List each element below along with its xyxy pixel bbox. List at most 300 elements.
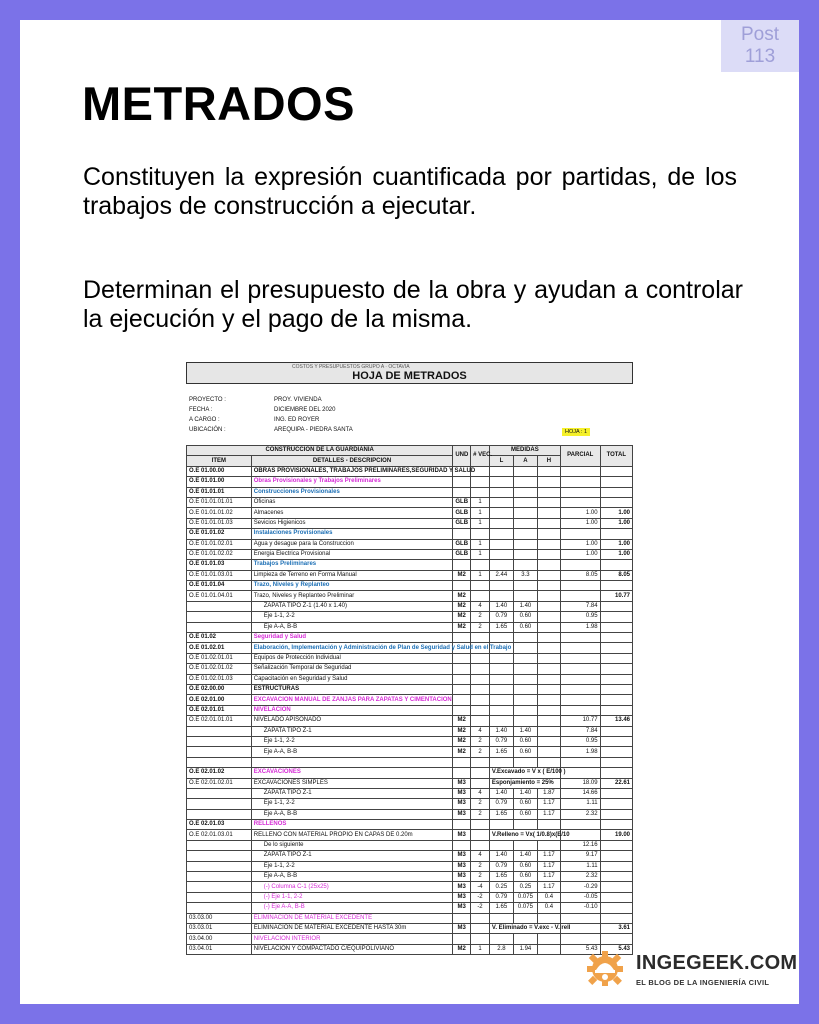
cell-total: [600, 612, 632, 622]
cell-description: Eje 1-1, 2-2: [251, 612, 453, 622]
cell-l: [489, 820, 513, 830]
cell-total: [600, 684, 632, 694]
table-row: [187, 674, 633, 684]
cell-a: [513, 705, 537, 715]
cell-und: [453, 581, 471, 591]
cell-item: O.E 01.02.01.03: [187, 674, 252, 684]
cell-h: [537, 581, 560, 591]
cell-a: 0.60: [513, 861, 537, 871]
cell-description: NIVELACION Y COMPACTADO C/EQUIPOLIVIANO: [251, 944, 453, 954]
cell-description: Construcciones Provisionales: [251, 487, 453, 497]
info-key: PROYECTO :: [189, 397, 226, 403]
cell-l: [489, 508, 513, 518]
cell-und: M3: [453, 882, 471, 892]
cell-description: ZAPATA TIPO Z-1 (1.40 x 1.40): [251, 601, 453, 611]
cell-l: 0.79: [489, 892, 513, 902]
cell-parcial: 1.00: [560, 518, 600, 528]
cell-l: [489, 591, 513, 601]
table-row: [187, 726, 633, 736]
cell-und: [453, 487, 471, 497]
cell-total: [600, 788, 632, 798]
cell-description: ELIMINACION DE MATERIAL EXCEDENTE: [251, 913, 453, 923]
cell-item: O.E 01.02.01.02: [187, 664, 252, 674]
cell-formula: V. Eliminado = V.exc - V. rell: [489, 923, 560, 933]
cell-h: [537, 508, 560, 518]
cell-l: [489, 487, 513, 497]
cell-parcial: -0.29: [560, 882, 600, 892]
cell-parcial: 2.32: [560, 872, 600, 882]
cell-description: Eje 1-1, 2-2: [251, 736, 453, 746]
cell-total: [600, 633, 632, 643]
cell-total: [600, 768, 632, 778]
cell-und: [453, 840, 471, 850]
cell-total: [600, 799, 632, 809]
table-row: [187, 830, 633, 840]
cell-description: NIVELADO APISONADO: [251, 716, 453, 726]
cell-total: [600, 487, 632, 497]
table-row: [187, 840, 633, 850]
cell-total: [600, 820, 632, 830]
cell-a: [513, 757, 537, 767]
cell-nvec: 2: [471, 747, 490, 757]
cell-a: 0.075: [513, 903, 537, 913]
cell-l: [489, 560, 513, 570]
cell-l: 2.8: [489, 944, 513, 954]
cell-description: NIVELACION INTERIOR: [251, 934, 453, 944]
cell-item: O.E 01.01.03.01: [187, 570, 252, 580]
cell-item: O.E 01.01.01.02: [187, 508, 252, 518]
cell-parcial: 1.00: [560, 539, 600, 549]
cell-und: M3: [453, 778, 471, 788]
cell-a: [513, 913, 537, 923]
post-number: 113: [744, 46, 776, 67]
table-row: [187, 882, 633, 892]
cell-l: [489, 539, 513, 549]
cell-a: 1.94: [513, 944, 537, 954]
cell-item: [187, 612, 252, 622]
cell-a: [513, 549, 537, 559]
table-row: [187, 601, 633, 611]
cell-nvec: 1: [471, 549, 490, 559]
cell-und: M3: [453, 872, 471, 882]
cell-description: Limpieza de Terreno en Forma Manual: [251, 570, 453, 580]
info-key: FECHA :: [189, 407, 213, 413]
cell-total: [600, 674, 632, 684]
cell-l: [489, 684, 513, 694]
cell-description: Seguridad y Salud: [251, 633, 453, 643]
cell-item: [187, 622, 252, 632]
cell-description: Equipos de Protección Individual: [251, 653, 453, 663]
table-row: [187, 570, 633, 580]
info-value: AREQUIPA - PIEDRA SANTA: [274, 427, 353, 433]
cell-a: [513, 487, 537, 497]
cell-l: [489, 705, 513, 715]
cell-parcial: 2.32: [560, 809, 600, 819]
cell-description: Trazo, Niveles y Replanteo Preliminar: [251, 591, 453, 601]
cell-a: 0.60: [513, 872, 537, 882]
cell-und: M3: [453, 903, 471, 913]
table-row: [187, 934, 633, 944]
cell-item: 03.03.01: [187, 923, 252, 933]
cell-nvec: [471, 529, 490, 539]
cell-nvec: [471, 695, 490, 705]
cell-nvec: 4: [471, 726, 490, 736]
cell-parcial: [560, 497, 600, 507]
cell-h: 1.17: [537, 799, 560, 809]
table-header-row: [187, 446, 633, 456]
cell-nvec: [471, 934, 490, 944]
cell-h: [537, 934, 560, 944]
cell-a: [513, 591, 537, 601]
col-h: H: [537, 456, 560, 466]
cell-und: M2: [453, 944, 471, 954]
cell-total: [600, 695, 632, 705]
cell-nvec: 1: [471, 497, 490, 507]
cell-a: [513, 820, 537, 830]
col-total: TOTAL: [600, 446, 632, 467]
cell-h: [537, 944, 560, 954]
cell-l: [489, 934, 513, 944]
cell-a: 0.075: [513, 892, 537, 902]
cell-und: [453, 653, 471, 663]
cell-und: M3: [453, 861, 471, 871]
cell-description: Eje A-A, B-B: [251, 747, 453, 757]
project-info-line: [189, 407, 335, 413]
cell-item: O.E 01.01.02.02: [187, 549, 252, 559]
cell-parcial: [560, 664, 600, 674]
table-row: [187, 799, 633, 809]
cell-description: Trabajos Preliminares: [251, 560, 453, 570]
cell-l: 1.65: [489, 809, 513, 819]
cell-a: 0.60: [513, 809, 537, 819]
cell-parcial: 1.11: [560, 799, 600, 809]
sheet-subtitle: COSTOS Y PRESUPUESTOS GRUPO A · OCTAVIA: [292, 364, 410, 370]
table-row: [187, 705, 633, 715]
cell-item: [187, 840, 252, 850]
cell-total: [600, 882, 632, 892]
cell-und: M2: [453, 726, 471, 736]
cell-total: [600, 622, 632, 632]
cell-nvec: 2: [471, 861, 490, 871]
table-row: [187, 653, 633, 663]
cell-und: [453, 684, 471, 694]
cell-nvec: [471, 674, 490, 684]
sheet-number-highlight: HOJA : 1: [562, 428, 590, 436]
cell-h: [537, 643, 560, 653]
cell-item: O.E 01.01.04.01: [187, 591, 252, 601]
cell-und: M3: [453, 851, 471, 861]
cell-item: O.E 02.01.02: [187, 768, 252, 778]
cell-nvec: [471, 684, 490, 694]
cell-und: [453, 768, 471, 778]
cell-description: RELLENO CON MATERIAL PROPIO EN CAPAS DE 0.20m: [251, 830, 453, 840]
table-row: [187, 861, 633, 871]
cell-description: (-) Eje 1-1, 2-2: [251, 892, 453, 902]
cell-formula: V.Relleno = Vx( 1/0.8)x(E/10: [489, 830, 560, 840]
cell-total: [600, 872, 632, 882]
cell-total: [600, 861, 632, 871]
info-key: A CARGO :: [189, 417, 220, 423]
cell-h: [537, 913, 560, 923]
cell-a: [513, 581, 537, 591]
cell-nvec: 4: [471, 788, 490, 798]
cell-h: 1.17: [537, 882, 560, 892]
table-row: [187, 684, 633, 694]
cell-total: 1.00: [600, 539, 632, 549]
col-detalles: DETALLES - DESCRIPCION: [251, 456, 453, 466]
cell-total: [600, 529, 632, 539]
cell-a: 0.60: [513, 736, 537, 746]
cell-nvec: 1: [471, 508, 490, 518]
cell-parcial: 0.95: [560, 612, 600, 622]
table-row: [187, 581, 633, 591]
post-number-badge: [721, 20, 799, 72]
brand-tagline: EL BLOG DE LA INGENIERÍA CIVIL: [636, 978, 770, 987]
cell-h: [537, 705, 560, 715]
info-value: DICIEMBRE DEL 2020: [274, 407, 336, 413]
cell-nvec: 2: [471, 622, 490, 632]
cell-description: ESTRUCTURAS: [251, 684, 453, 694]
cell-parcial: [560, 633, 600, 643]
cell-a: [513, 674, 537, 684]
cell-item: [187, 861, 252, 871]
cell-description: Energia Electrica Provisional: [251, 549, 453, 559]
cell-und: [453, 674, 471, 684]
cell-description: Sevicios Higienicos: [251, 518, 453, 528]
cell-h: [537, 684, 560, 694]
cell-parcial: [560, 695, 600, 705]
cell-nvec: [471, 705, 490, 715]
cell-und: M2: [453, 736, 471, 746]
cell-h: 1.17: [537, 809, 560, 819]
cell-total: [600, 747, 632, 757]
cell-a: 0.60: [513, 747, 537, 757]
cell-item: O.E 02.01.01: [187, 705, 252, 715]
cell-und: GLB: [453, 497, 471, 507]
cell-description: OBRAS PROVISIONALES, TRABAJOS PRELIMINARES,SEGURIDAD Y SALUD: [251, 466, 453, 476]
cell-l: 1.40: [489, 726, 513, 736]
sheet-header: [186, 362, 633, 384]
cell-nvec: 2: [471, 736, 490, 746]
cell-h: [537, 466, 560, 476]
cell-description: De lo siguiente: [251, 840, 453, 850]
table-row: [187, 736, 633, 746]
cell-item: O.E 02.01.00: [187, 695, 252, 705]
cell-a: 3.3: [513, 570, 537, 580]
table-row: [187, 487, 633, 497]
cell-total: 1.00: [600, 518, 632, 528]
cell-description: ZAPATA TIPO Z-1: [251, 851, 453, 861]
cell-nvec: 2: [471, 872, 490, 882]
cell-parcial: 1.00: [560, 508, 600, 518]
cell-h: 1.87: [537, 788, 560, 798]
gear-helmet-icon: [584, 946, 626, 988]
cell-h: 0.4: [537, 903, 560, 913]
cell-description: ZAPATA TIPO Z-1: [251, 788, 453, 798]
cell-item: O.E 02.00.00: [187, 684, 252, 694]
cell-parcial: -0.05: [560, 892, 600, 902]
cell-item: O.E 01.01.01.01: [187, 497, 252, 507]
table-row: [187, 497, 633, 507]
cell-und: M3: [453, 809, 471, 819]
cell-und: M2: [453, 622, 471, 632]
col-und: UND: [453, 446, 471, 467]
cell-a: [513, 653, 537, 663]
table-row: [187, 820, 633, 830]
cell-parcial: 1.98: [560, 747, 600, 757]
cell-a: [513, 477, 537, 487]
table-row: [187, 477, 633, 487]
cell-a: [513, 539, 537, 549]
cell-item: [187, 809, 252, 819]
cell-description: Eje 1-1, 2-2: [251, 861, 453, 871]
cell-h: [537, 477, 560, 487]
cell-und: M2: [453, 716, 471, 726]
cell-total: [600, 809, 632, 819]
metrados-table: [186, 445, 633, 955]
cell-item: [187, 882, 252, 892]
cell-description: Trazo, Niveles y Replanteo: [251, 581, 453, 591]
table-row: [187, 851, 633, 861]
cell-nvec: 4: [471, 851, 490, 861]
cell-total: 3.61: [600, 923, 632, 933]
brand-name: INGEGEEK.COM: [636, 952, 798, 974]
cell-h: [537, 726, 560, 736]
cell-parcial: [560, 653, 600, 663]
cell-parcial: [560, 934, 600, 944]
cell-h: [537, 757, 560, 767]
cell-total: 8.05: [600, 570, 632, 580]
cell-description: Eje A-A, B-B: [251, 622, 453, 632]
cell-a: 1.40: [513, 601, 537, 611]
cell-parcial: [560, 705, 600, 715]
cell-total: [600, 892, 632, 902]
table-row: [187, 622, 633, 632]
cell-a: 1.40: [513, 788, 537, 798]
cell-l: 1.65: [489, 872, 513, 882]
table-row: [187, 892, 633, 902]
cell-description: RELLENOS: [251, 820, 453, 830]
cell-description: Agua y desague para la Construccion: [251, 539, 453, 549]
cell-h: [537, 820, 560, 830]
cell-h: [537, 653, 560, 663]
cell-parcial: [560, 591, 600, 601]
cell-total: [600, 851, 632, 861]
cell-h: [537, 539, 560, 549]
cell-h: 0.4: [537, 892, 560, 902]
cell-item: O.E 01.01.04: [187, 581, 252, 591]
cell-nvec: [471, 768, 490, 778]
cell-a: [513, 497, 537, 507]
cell-nvec: 2: [471, 809, 490, 819]
cell-item: O.E 01.00.00: [187, 466, 252, 476]
cell-description: Eje A-A, B-B: [251, 809, 453, 819]
cell-total: 5.43: [600, 944, 632, 954]
cell-h: 1.17: [537, 861, 560, 871]
cell-und: [453, 757, 471, 767]
cell-item: [187, 851, 252, 861]
cell-h: [537, 622, 560, 632]
cell-total: 1.00: [600, 508, 632, 518]
cell-a: [513, 518, 537, 528]
table-row: [187, 913, 633, 923]
cell-nvec: [471, 840, 490, 850]
cell-a: [513, 695, 537, 705]
project-info-line: [189, 417, 319, 423]
cell-a: [513, 840, 537, 850]
cell-description: Oficinas: [251, 497, 453, 507]
sheet-title: HOJA DE METRADOS: [352, 370, 467, 382]
table-row: [187, 778, 633, 788]
cell-parcial: [560, 674, 600, 684]
cell-total: [600, 653, 632, 663]
cell-total: [600, 466, 632, 476]
cell-total: [600, 840, 632, 850]
cell-und: GLB: [453, 518, 471, 528]
table-row: [187, 633, 633, 643]
post-label: Post: [740, 24, 780, 45]
cell-h: [537, 736, 560, 746]
cell-nvec: [471, 778, 490, 788]
cell-parcial: 14.66: [560, 788, 600, 798]
cell-h: [537, 487, 560, 497]
cell-nvec: -4: [471, 882, 490, 892]
col-parcial: PARCIAL: [560, 446, 600, 467]
cell-l: 0.25: [489, 882, 513, 892]
cell-nvec: [471, 716, 490, 726]
cell-nvec: [471, 591, 490, 601]
cell-item: O.E 02.01.03: [187, 820, 252, 830]
cell-und: [453, 820, 471, 830]
cell-item: O.E 01.01.02.01: [187, 539, 252, 549]
cell-item: 03.03.00: [187, 913, 252, 923]
cell-parcial: 9.17: [560, 851, 600, 861]
cell-nvec: 4: [471, 601, 490, 611]
cell-description: Almacenes: [251, 508, 453, 518]
table-row: [187, 903, 633, 913]
cell-total: [600, 497, 632, 507]
cell-nvec: [471, 633, 490, 643]
cell-und: M3: [453, 830, 471, 840]
cell-item: O.E 02.01.01.01: [187, 716, 252, 726]
cell-nvec: 2: [471, 799, 490, 809]
project-info-line: [189, 427, 353, 433]
col-l: L: [489, 456, 513, 466]
cell-h: [537, 612, 560, 622]
col-a: A: [513, 456, 537, 466]
cell-und: M3: [453, 788, 471, 798]
cell-total: [600, 726, 632, 736]
cell-parcial: [560, 913, 600, 923]
cell-item: O.E 01.02: [187, 633, 252, 643]
cell-a: [513, 508, 537, 518]
cell-l: 1.40: [489, 601, 513, 611]
metrados-sheet-image: [186, 362, 633, 968]
cell-und: [453, 477, 471, 487]
group-heading: CONSTRUCCION DE LA GUARDIANIA: [187, 446, 453, 456]
table-row: [187, 716, 633, 726]
cell-und: M2: [453, 612, 471, 622]
cell-nvec: [471, 581, 490, 591]
cell-total: [600, 903, 632, 913]
cell-und: M3: [453, 892, 471, 902]
cell-description: Elaboración, Implementación y Administración de Plan de Seguridad y Salud en el Trabajo: [251, 643, 453, 653]
cell-a: [513, 716, 537, 726]
cell-description: NIVELACION: [251, 705, 453, 715]
cell-description: Obras Provisionales y Trabajos Preliminares: [251, 477, 453, 487]
cell-total: 10.77: [600, 591, 632, 601]
cell-h: [537, 518, 560, 528]
